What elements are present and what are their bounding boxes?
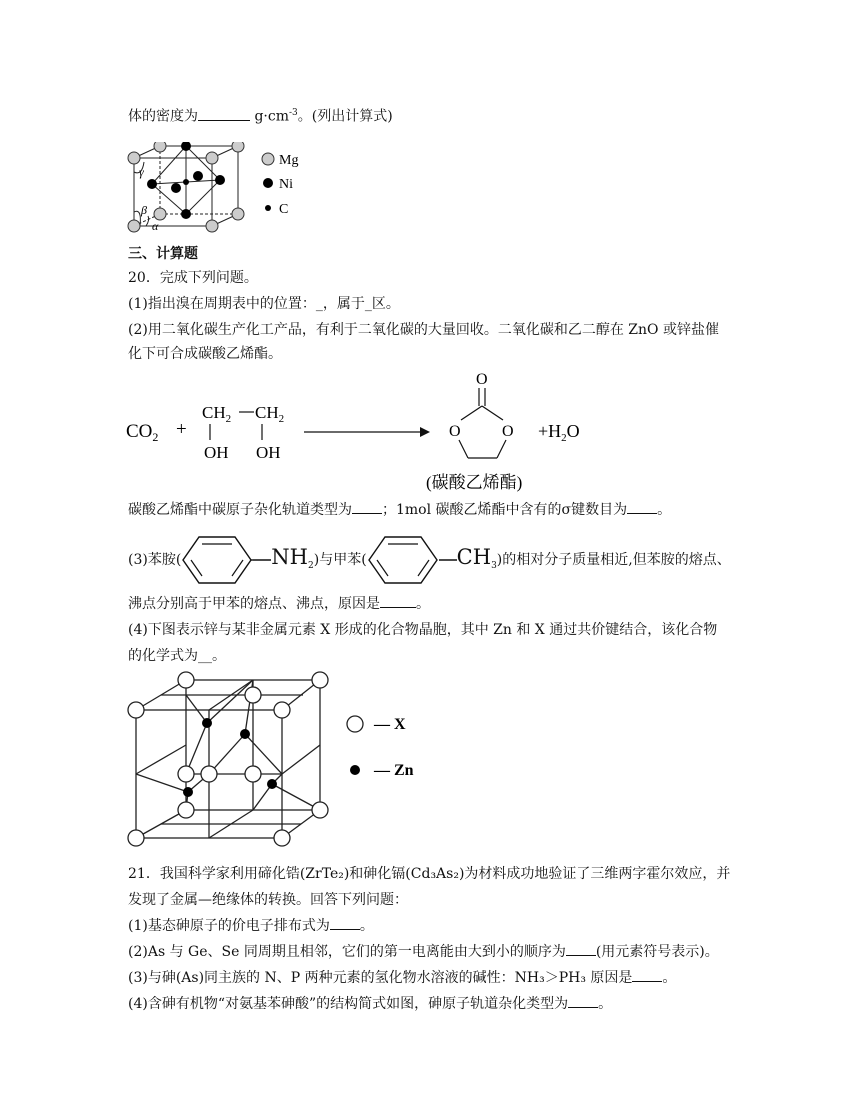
- reaction-scheme: [120, 366, 600, 496]
- q20-part2-question: 碳酸乙烯酯中碳原子杂化轨道类型为 ；1mol 碳酸乙烯酯中含有的σ键数目为 。: [128, 502, 672, 518]
- product-h2o: $+H_2O$: [538, 421, 580, 444]
- legend-zn: — Zn: [374, 762, 414, 779]
- legend-x: — X: [374, 716, 406, 733]
- q20-part2-line2: 化下可合成碳酸乙烯酯。: [128, 346, 282, 362]
- angle-gamma-label: γ: [139, 165, 144, 179]
- q20-part4-line2: 的化学式为__。: [128, 648, 226, 664]
- q20-part3-line1: (3)苯胺( $NH_2$)与甲苯( $CH_3$)的相对分子质量相近,但苯胺的熔点、: [128, 530, 731, 584]
- q20-intro: 20．完成下列问题。: [128, 270, 258, 286]
- answer-blank: [198, 108, 250, 121]
- ring-o-left: O: [449, 423, 461, 440]
- ring-o-right: O: [502, 423, 514, 440]
- mgnic-unit-cell-figure: [124, 142, 314, 234]
- benzene-ring-icon: [367, 533, 439, 587]
- q21-part2: (2)As 与 Ge、Se 同周期且相邻，它们的第一电离能由大到小的顺序为 (用元素符号表示)。: [128, 944, 719, 960]
- legend-mg: Mg: [279, 153, 299, 168]
- product-caption: (碳酸乙烯酯): [426, 473, 523, 492]
- q20-part3-line2: 沸点分别高于甲苯的熔点、沸点，原因是 。: [128, 596, 430, 612]
- section-title: 三、计算题: [128, 246, 198, 262]
- angle-beta-label: β: [141, 203, 147, 217]
- q21-part4: (4)含砷有机物“对氨基苯砷酸”的结构简式如图，砷原子轨道杂化类型为 。: [128, 996, 613, 1012]
- znx-unit-cell-figure: [124, 670, 444, 848]
- angle-alpha-label: α: [152, 219, 159, 233]
- q20-part2-line1: (2)用二氧化碳生产化工产品，有利于二氧化碳的大量回收。二氧化碳和乙二醇在 ZnO 或锌盐催: [128, 322, 719, 338]
- q20-part1: (1)指出溴在周期表中的位置：_，属于_区。: [128, 296, 400, 312]
- carbonyl-o: O: [476, 371, 488, 388]
- benzene-ring-icon: [181, 533, 253, 587]
- q21-part1: (1)基态砷原子的价电子排布式为 。: [128, 918, 374, 934]
- ethylene-glycol-ch2-right: $CH_2$: [255, 403, 285, 425]
- oh-left: OH: [204, 443, 229, 462]
- q21-line1: 21．我国科学家利用碲化锆(ZrTe₂)和砷化镉(Cd₃As₂)为材料成功地验证了三维两字霍尔效应，并: [128, 866, 731, 882]
- q21-part3: (3)与砷(As)同主族的 N、P 两种元素的氢化物水溶液的碱性：NH₃＞PH₃ 原因是 。: [128, 970, 677, 986]
- q19-density-line: 体的密度为 $g\cdot cm^{-3}$。(列出计算式): [128, 108, 393, 125]
- legend-ni: Ni: [279, 177, 293, 192]
- plus-sign: +: [176, 419, 187, 440]
- ethylene-glycol-ch2-left: $CH_2$: [202, 403, 232, 425]
- q20-part4-line1: (4)下图表示锌与某非金属元素 X 形成的化合物晶胞，其中 Zn 和 X 通过共价键结合，该化合物: [128, 622, 718, 638]
- legend-c: C: [279, 202, 289, 217]
- reactant-co2: $CO_2$: [126, 421, 159, 444]
- oh-right: OH: [256, 443, 281, 462]
- q21-line2: 发现了金属—绝缘体的转换。回答下列问题：: [128, 892, 408, 908]
